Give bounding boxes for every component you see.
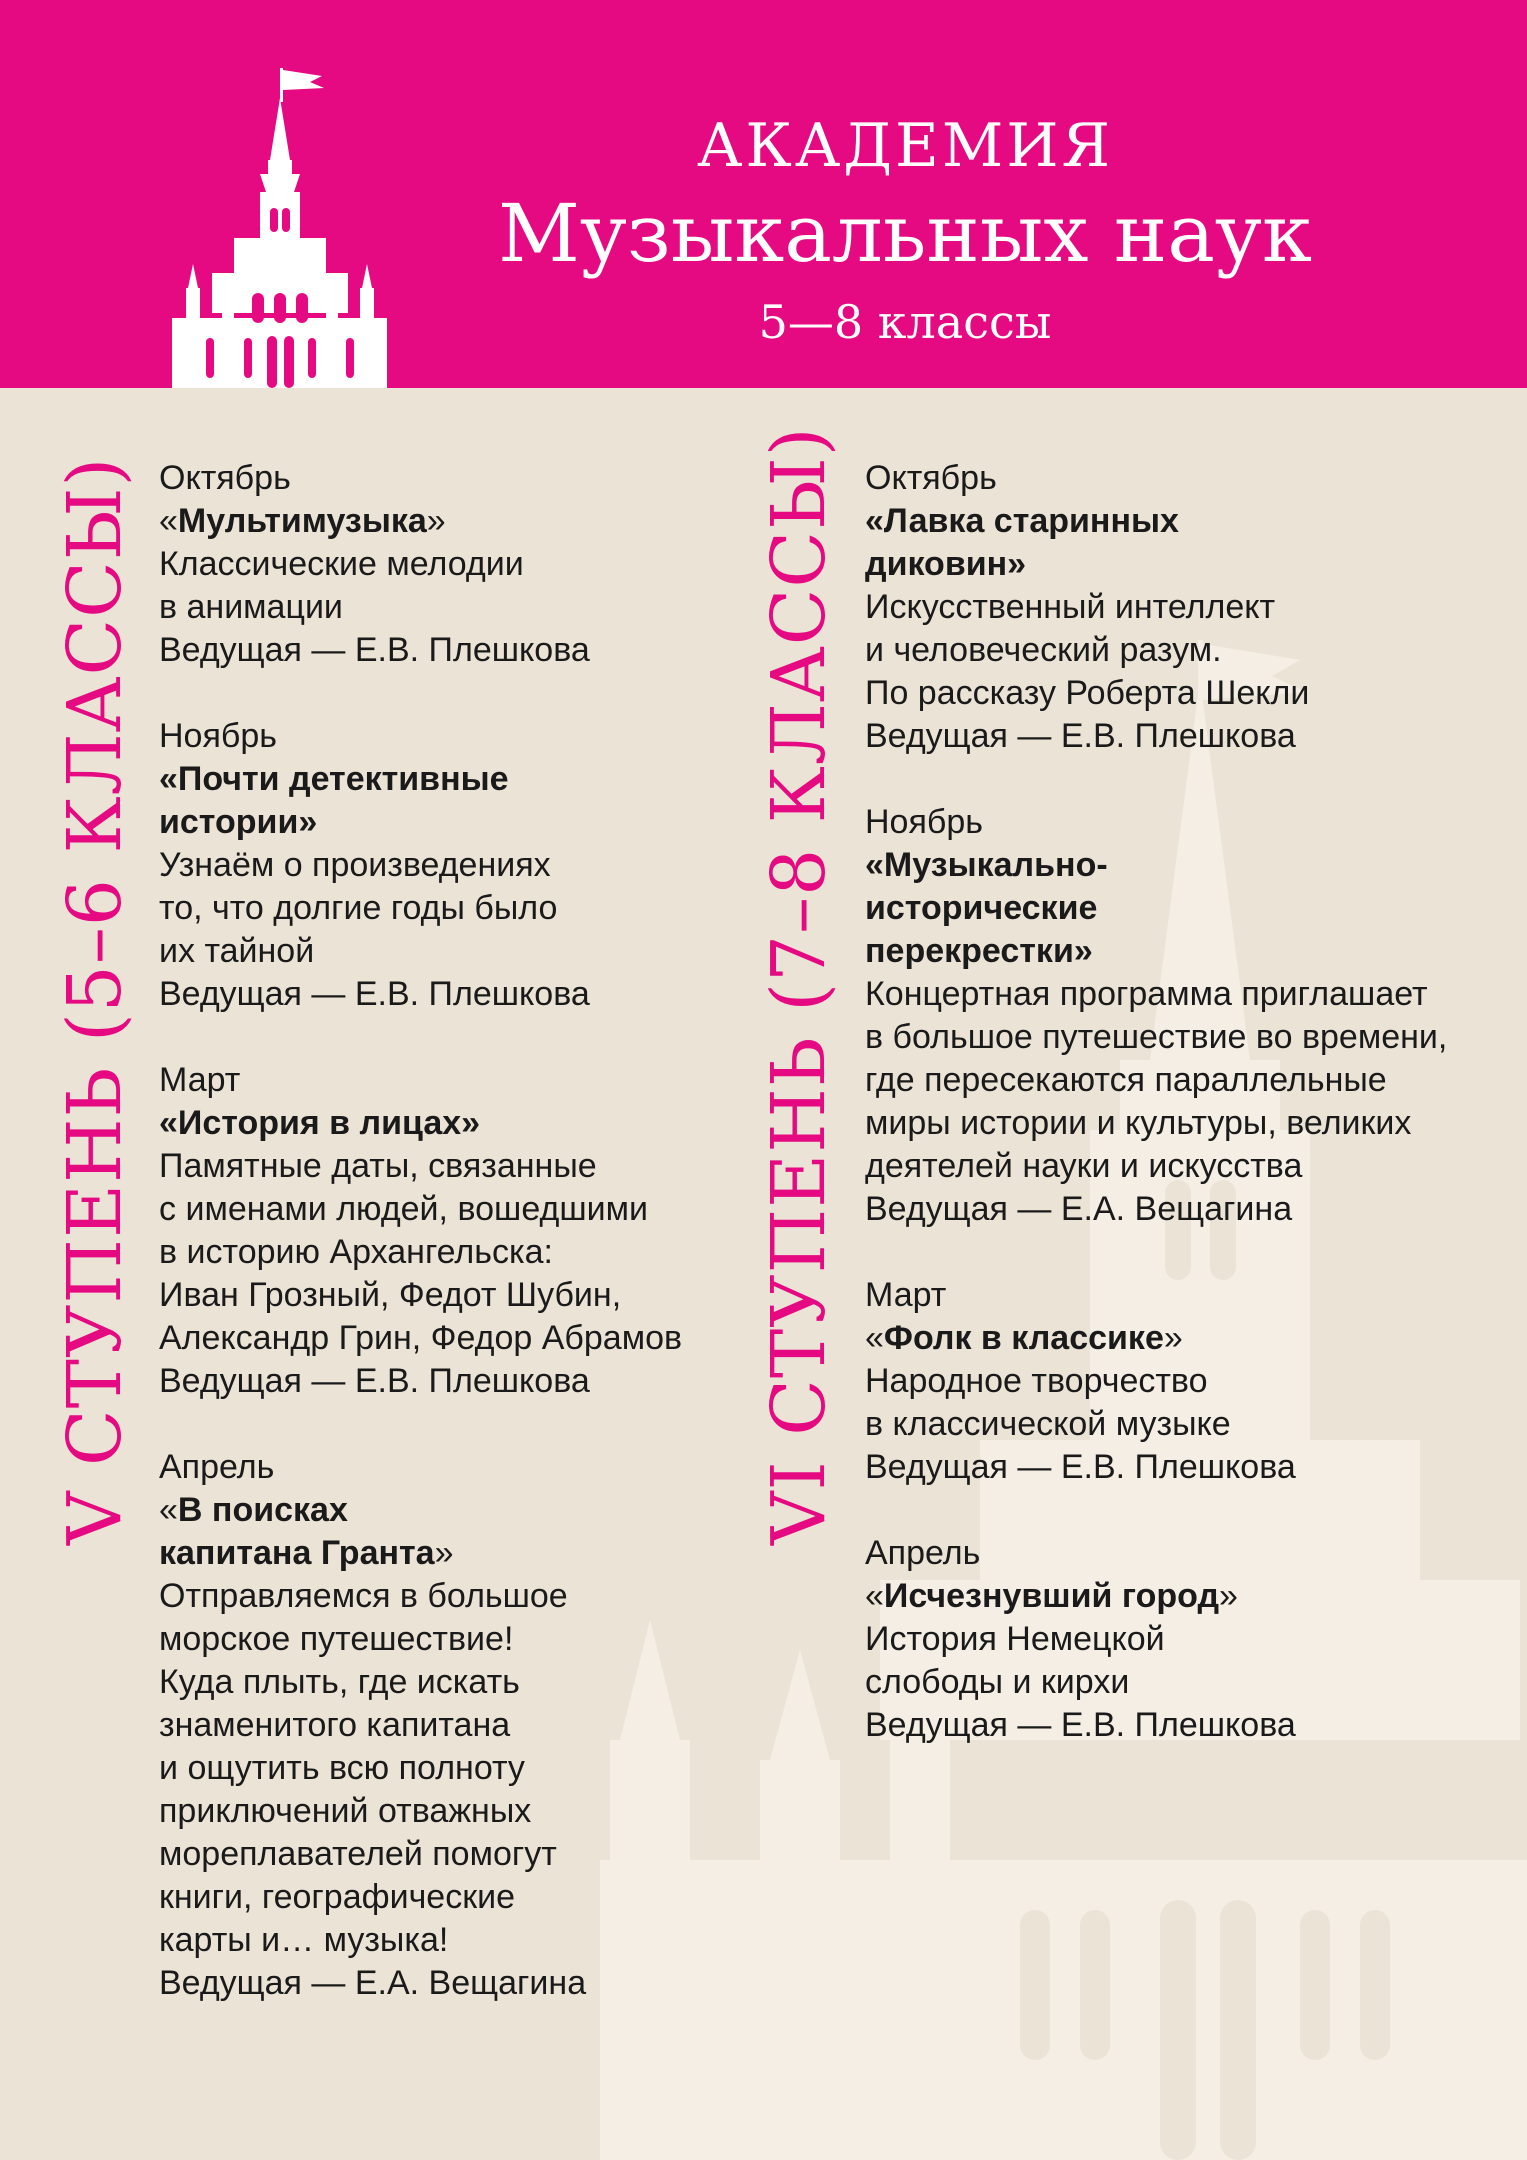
event-november <box>159 715 719 1016</box>
event-description-line: в классической музыке <box>865 1405 1231 1443</box>
event-description-line: По рассказу Роберта Шекли <box>865 674 1310 712</box>
event-description-line: с именами людей, вошедшими <box>159 1190 648 1228</box>
event-month: Ноябрь <box>865 803 983 841</box>
event-description-line: деятелей науки и искусства <box>865 1147 1303 1185</box>
event-description-line: их тайной <box>159 932 315 970</box>
event-description-line: слободы и кирхи <box>865 1663 1130 1701</box>
event-description-line: и человеческий разум. <box>865 631 1222 669</box>
stage-vi-events <box>865 457 1505 1790</box>
event-host: Ведущая — Е.А. Вещагина <box>159 1964 587 2002</box>
event-description-line: История Немецкой <box>865 1620 1165 1658</box>
event-april <box>159 1446 719 2005</box>
stage-heading-v: V СТУПЕНЬ (5–6 КЛАССЫ) <box>52 456 138 1545</box>
event-title: перекрестки» <box>865 932 1093 970</box>
event-host: Ведущая — Е.В. Плешкова <box>159 1362 590 1400</box>
event-host: Ведущая — Е.В. Плешкова <box>865 1448 1296 1486</box>
event-host: Ведущая — Е.В. Плешкова <box>865 717 1296 755</box>
event-description-line: мореплавателей помогут <box>159 1835 557 1873</box>
event-description-line: приключений отважных <box>159 1792 532 1830</box>
event-title: «В поисках <box>159 1491 348 1529</box>
event-host: Ведущая — Е.В. Плешкова <box>159 631 590 669</box>
academy-title: АКАДЕМИЯ <box>696 111 1114 181</box>
event-description-line: Александр Грин, Федор Абрамов <box>159 1319 683 1357</box>
event-month: Октябрь <box>159 459 291 497</box>
event-description-line: Узнаём о произведениях <box>159 846 551 884</box>
event-description-line: Классические мелодии <box>159 545 524 583</box>
castle-tower-icon <box>172 68 387 388</box>
event-description-line: в большое путешествие во времени, <box>865 1018 1448 1056</box>
event-host: Ведущая — Е.А. Вещагина <box>865 1190 1293 1228</box>
event-april <box>865 1532 1505 1747</box>
event-description-line: Искусственный интеллект <box>865 588 1276 626</box>
event-description-line: Памятные даты, связанные <box>159 1147 597 1185</box>
event-host: Ведущая — Е.В. Плешкова <box>159 975 590 1013</box>
event-description-line: в историю Архангельска: <box>159 1233 553 1271</box>
event-title: исторические <box>865 889 1098 927</box>
event-title: «Мультимузыка» <box>159 502 446 540</box>
event-title: «Музыкально- <box>865 846 1108 884</box>
event-month: Апрель <box>159 1448 275 1486</box>
event-title: «История в лицах» <box>159 1104 481 1142</box>
event-october <box>865 457 1505 758</box>
event-description-line: в анимации <box>159 588 343 626</box>
event-march <box>159 1059 719 1403</box>
event-description-line: Куда плыть, где искать <box>159 1663 520 1701</box>
event-title: истории» <box>159 803 318 841</box>
stage-heading-vi: VI СТУПЕНЬ (7–8 КЛАССЫ) <box>756 426 842 1545</box>
event-month: Март <box>159 1061 241 1099</box>
grades-label: 5—8 классы <box>758 295 1052 349</box>
event-title: «Почти детективные <box>159 760 509 798</box>
header-banner <box>0 0 1527 388</box>
event-october <box>159 457 719 672</box>
academy-subtitle: Музыкальных наук <box>498 187 1312 280</box>
event-month: Март <box>865 1276 947 1314</box>
event-title: «Лавка старинных <box>865 502 1179 540</box>
event-description-line: Народное творчество <box>865 1362 1208 1400</box>
event-title: диковин» <box>865 545 1027 583</box>
event-description-line: Концертная программа приглашает <box>865 975 1428 1013</box>
event-november <box>865 801 1505 1231</box>
event-description-line: карты и… музыка! <box>159 1921 449 1959</box>
event-description-line: Иван Грозный, Федот Шубин, <box>159 1276 622 1314</box>
event-month: Октябрь <box>865 459 997 497</box>
event-description-line: то, что долгие годы было <box>159 889 558 927</box>
event-description-line: где пересекаются параллельные <box>865 1061 1387 1099</box>
event-description-line: и ощутить всю полноту <box>159 1749 525 1787</box>
header-titles <box>420 110 1390 352</box>
event-description-line: морское путешествие! <box>159 1620 514 1658</box>
event-description-line: Отправляемся в большое <box>159 1577 568 1615</box>
event-month: Апрель <box>865 1534 981 1572</box>
event-march <box>865 1274 1505 1489</box>
event-title: капитана Гранта» <box>159 1534 454 1572</box>
stage-v-events <box>159 457 719 2048</box>
event-title: «Исчезнувший город» <box>865 1577 1238 1615</box>
event-host: Ведущая — Е.В. Плешкова <box>865 1706 1296 1744</box>
event-description-line: знаменитого капитана <box>159 1706 511 1744</box>
event-description-line: миры истории и культуры, великих <box>865 1104 1412 1142</box>
event-description-line: книги, географические <box>159 1878 515 1916</box>
event-title: «Фолк в классике» <box>865 1319 1183 1357</box>
event-month: Ноябрь <box>159 717 277 755</box>
